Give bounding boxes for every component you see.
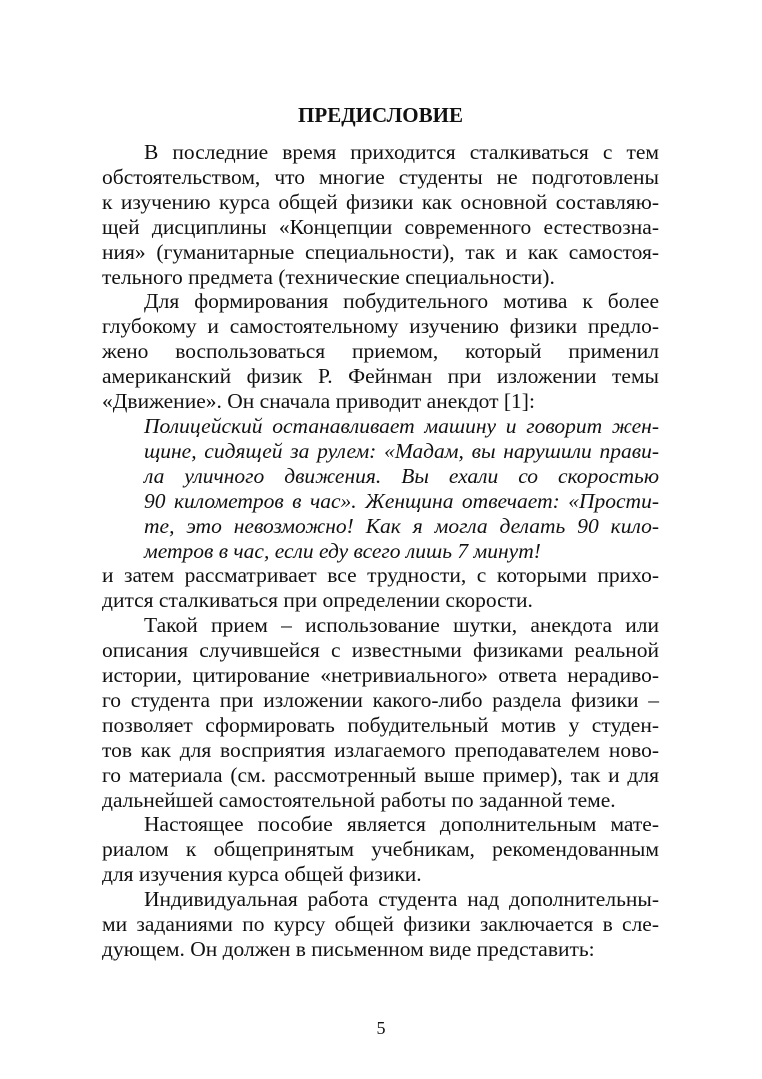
- text-line: для изучения курса общей физики.: [102, 862, 422, 887]
- paragraph-motivation: [102, 289, 659, 414]
- quote-line: те, это невозможно! Как я могла делать 90 кило-: [144, 513, 659, 538]
- quote-line: Полицейский останавливает машину и говорит жен-: [144, 413, 659, 438]
- text-line: истории, цитирование «нетривиального» ответа нерадиво-: [102, 663, 659, 688]
- text-line: жено воспользоваться приемом, который применил: [102, 339, 659, 364]
- text-line: В последние время приходится сталкиваться с тем: [144, 140, 659, 164]
- quote-line: 90 километров в час». Женщина отвечает: «Прости-: [144, 488, 659, 513]
- quote-line: щине, сидящей за рулем: «Мадам, вы нарушили прави-: [144, 438, 659, 463]
- text-line: к изучению курса общей физики как основной составляю-: [102, 189, 659, 214]
- text-line: описания случившейся с известными физиками реальной: [102, 638, 659, 663]
- text-line: и затем рассматривает все трудности, с которыми прихо-: [102, 563, 659, 588]
- page-body: [102, 102, 659, 962]
- text-line: американский физик Р. Фейнман при изложении темы: [102, 364, 659, 389]
- text-line: дальнейшей самостоятельной работы по заданной теме.: [102, 787, 616, 812]
- quote-line: ла уличного движения. Вы ехали со скоростью: [144, 463, 659, 488]
- text-line: го студента при изложении какого-либо раздела физики –: [102, 687, 659, 712]
- text-line: Настоящее пособие является дополнительным мате-: [144, 812, 659, 837]
- text-line: «Движение». Он сначала приводит анекдот [1]:: [102, 389, 535, 414]
- paragraph-manual: [102, 812, 659, 887]
- paragraph-method: [102, 613, 659, 812]
- text-line: риалом к общепринятым учебникам, рекомендованным: [102, 837, 659, 862]
- text-line: тов как для восприятия излагаемого преподавателем ново-: [102, 737, 659, 762]
- text-line: обстоятельством, что многие студенты не подготовлены: [102, 164, 659, 189]
- text-line: ния» (гуманитарные специальности), так и как самостоя-: [102, 239, 659, 264]
- page-number: 5: [376, 1018, 386, 1038]
- paragraph-continuation: [102, 563, 659, 613]
- page-title: ПРЕДИСЛОВИЕ: [298, 103, 463, 127]
- text-line: ми заданиями по курсу общей физики заключается в сле-: [102, 912, 659, 937]
- text-line: Для формирования побудительного мотива к более: [144, 289, 659, 314]
- text-line: дующем. Он должен в письменном виде представить:: [102, 937, 595, 961]
- quote-line: метров в час, если еду всего лишь 7 минут!: [144, 538, 541, 563]
- text-line: го материала (см. рассмотренный выше пример), так и для: [102, 762, 659, 787]
- paragraph-individual-work: [102, 887, 659, 962]
- text-line: глубокому и самостоятельному изучению физики предло-: [102, 314, 659, 339]
- text-line: Такой прием – использование шутки, анекдота или: [144, 613, 659, 638]
- paragraph-intro: [102, 140, 659, 289]
- anecdote-quote: [144, 414, 659, 563]
- text-line: тельного предмета (технические специальности).: [102, 264, 555, 289]
- text-line: щей дисциплины «Концепции современного естествозна-: [102, 214, 659, 239]
- text-line: позволяет сформировать побудительный мотив у студен-: [102, 712, 659, 737]
- text-line: Индивидуальная работа студента над дополнительны-: [144, 887, 659, 912]
- text-line: дится сталкиваться при определении скорости.: [102, 588, 533, 613]
